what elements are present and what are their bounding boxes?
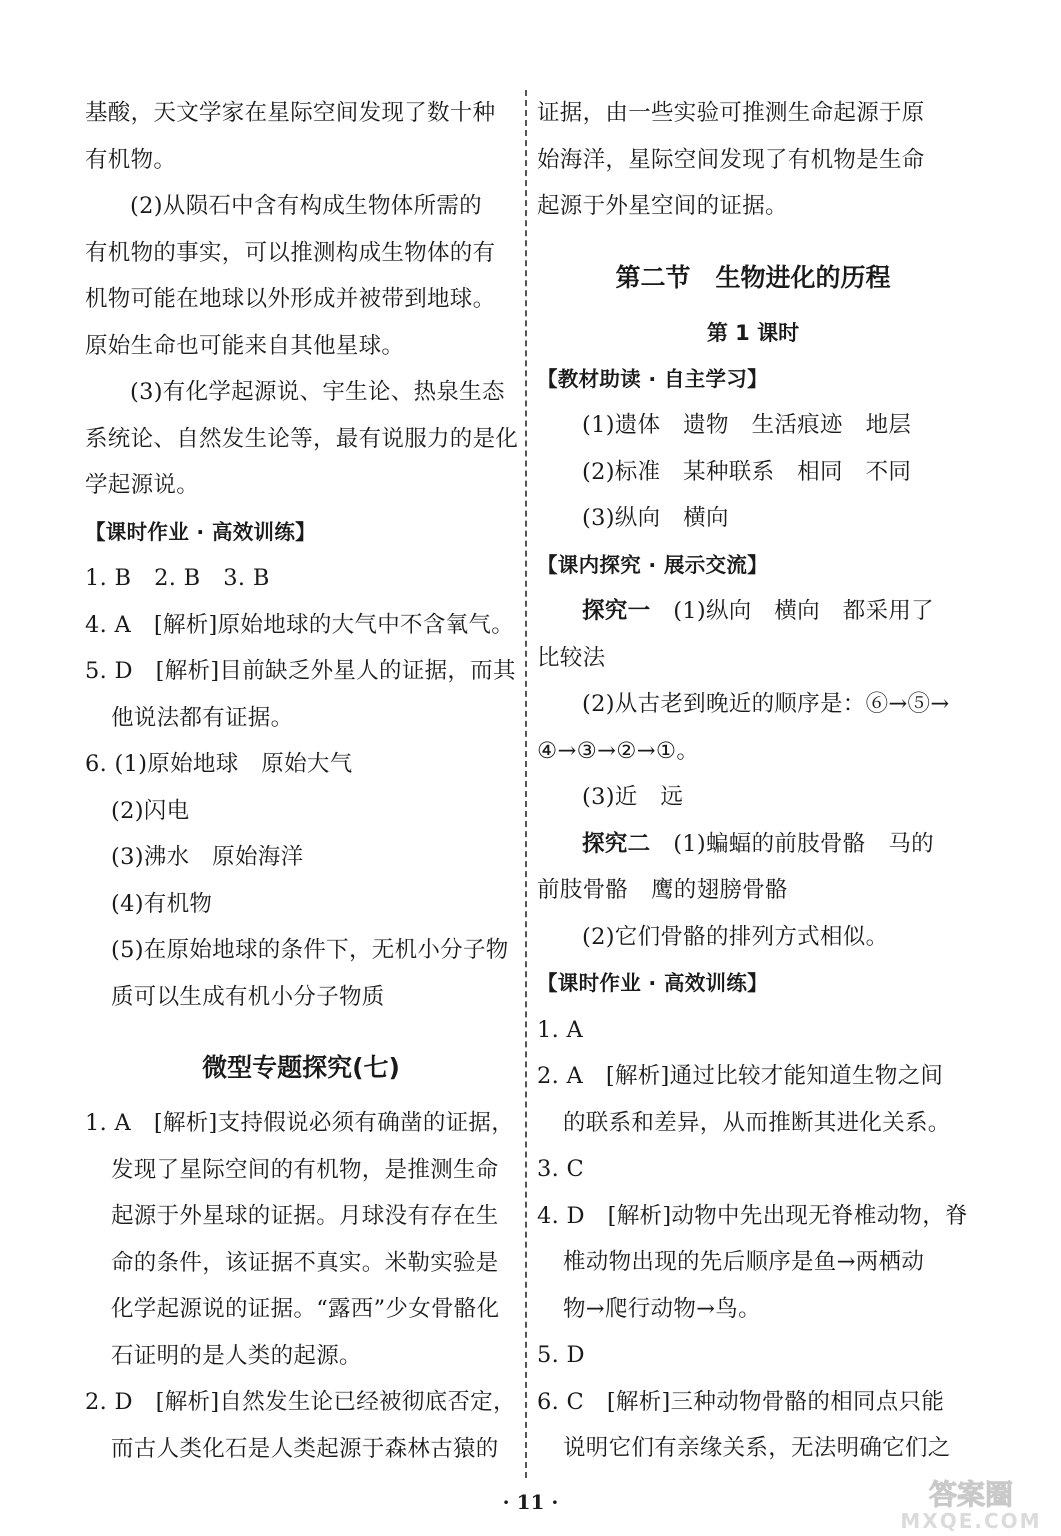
answer-line: (1)遗体 遗物 生活痕迹 地层	[582, 412, 912, 438]
answer-line: (3)沸水 原始海洋	[111, 844, 304, 870]
column-divider	[525, 90, 527, 1478]
section-heading-homework: 【课时作业 · 高效训练】	[85, 519, 316, 544]
paragraph-line: (2)从陨石中含有构成生物体所需的	[130, 193, 482, 219]
inquiry-label: 探究一	[582, 598, 651, 624]
answer-line: 发现了星际空间的有机物，是推测生命	[111, 1156, 499, 1183]
section-heading-reading: 【教材助读 · 自主学习】	[537, 366, 768, 391]
answer-line: 起源于外星球的证据。月球没有存在生	[111, 1203, 499, 1229]
lesson-title: 第 1 课时	[706, 320, 800, 345]
right-column	[537, 90, 969, 1472]
answer-line: 4. D [解析]动物中先出现无脊椎动物，脊	[537, 1202, 968, 1229]
paragraph-line: 系统论、自然发生论等，最有说服力的是化	[85, 425, 519, 452]
answer-line: (2)它们骨骼的排列方式相似。	[582, 923, 889, 950]
inquiry-text: (1)纵向 横向 都采用了	[650, 598, 934, 624]
answer-line: (2)标准 某种联系 相同 不同	[582, 458, 912, 485]
answer-line: 而古人类化石是人类起源于森林古猿的	[111, 1435, 499, 1462]
answer-line: (3)近 远	[582, 784, 684, 810]
paragraph-line: 有机物的事实，可以推测构成生物体的有	[85, 239, 496, 266]
inquiry-text: (1)蝙蝠的前肢骨骼 马的	[650, 830, 934, 857]
answer-line: 他说法都有证据。	[111, 704, 294, 731]
paragraph-line: 有机物。	[85, 146, 177, 173]
answer-line: 3. C	[537, 1156, 585, 1182]
answer-line: 物→爬行动物→鸟。	[563, 1295, 761, 1322]
answer-line: 5. D [解析]目前缺乏外星人的证据，而其	[85, 658, 516, 684]
answer-line: (4)有机物	[111, 890, 213, 917]
section-heading-inquiry: 【课内探究 · 展示交流】	[537, 552, 768, 577]
inquiry-line	[537, 821, 969, 868]
answer-line: 的联系和差异，从而推断其进化关系。	[563, 1109, 951, 1136]
answer-line: ④→③→②→①。	[537, 737, 700, 764]
watermark-logo	[886, 1474, 1056, 1532]
topic-title: 微型专题探究(七)	[202, 1053, 400, 1082]
watermark-top-text: 答案圈	[928, 1478, 1014, 1511]
answer-line: 命的条件，该证据不真实。米勒实验是	[111, 1249, 499, 1276]
inquiry-label: 探究二	[582, 830, 651, 857]
answer-line: (2)从古老到晚近的顺序是：⑥→⑤→	[582, 691, 950, 717]
paragraph-line: (3)有化学起源说、宇生论、热泉生态	[130, 379, 505, 405]
paragraph-line: 始海洋，星际空间发现了有机物是生命	[537, 146, 925, 173]
answer-line: 6. (1)原始地球 原始大气	[85, 751, 353, 777]
inquiry-line	[537, 588, 969, 635]
answer-line: 1. B 2. B 3. B	[85, 565, 270, 591]
paragraph-line: 起源于外星空间的证据。	[537, 193, 788, 219]
answer-line: (5)在原始地球的条件下，无机小分子物	[111, 937, 509, 963]
answer-line: 1. A [解析]支持假说必须有确凿的证据，	[85, 1110, 515, 1136]
answer-line: 2. A [解析]通过比较才能知道生物之间	[537, 1063, 944, 1089]
section-title: 第二节 生物进化的历程	[615, 262, 891, 292]
paragraph-line: 证据，由一些实验可推测生命起源于原	[537, 100, 925, 126]
left-column	[85, 90, 517, 1472]
paragraph-line: 机物可能在地球以外形成并被带到地球。	[85, 286, 496, 312]
answer-line: 比较法	[537, 644, 606, 671]
answer-line: (2)闪电	[111, 797, 190, 824]
answer-line: 说明它们有亲缘关系，无法明确它们之	[563, 1435, 951, 1461]
answer-line: 化学起源说的证据。“露西”少女骨骼化	[111, 1296, 500, 1322]
answer-line: (3)纵向 横向	[582, 505, 729, 531]
answer-line: 质可以生成有机小分子物质	[111, 983, 385, 1010]
answer-line: 石证明的是人类的起源。	[111, 1342, 362, 1369]
answer-line: 4. A [解析]原始地球的大气中不含氧气。	[85, 611, 515, 638]
paragraph-line: 学起源说。	[85, 472, 200, 498]
answer-line: 椎动物出现的先后顺序是鱼→两栖动	[563, 1249, 925, 1275]
paragraph-line: 基酸，天文学家在星际空间发现了数十种	[85, 100, 496, 126]
page-number: · 11 ·	[502, 1490, 559, 1514]
watermark-bottom-text: MXQE.COM	[900, 1509, 1042, 1532]
answer-line: 2. D [解析]自然发生论已经被彻底否定，	[85, 1389, 516, 1415]
answer-line: 6. C [解析]三种动物骨骼的相同点只能	[537, 1388, 945, 1415]
section-heading-homework: 【课时作业 · 高效训练】	[537, 971, 768, 995]
paragraph-line: 原始生命也可能来自其他星球。	[85, 332, 405, 359]
answer-line: 前肢骨骼 鹰的翅膀骨骼	[537, 877, 788, 903]
answer-line: 5. D	[537, 1342, 585, 1368]
answer-line: 1. A	[537, 1016, 584, 1043]
